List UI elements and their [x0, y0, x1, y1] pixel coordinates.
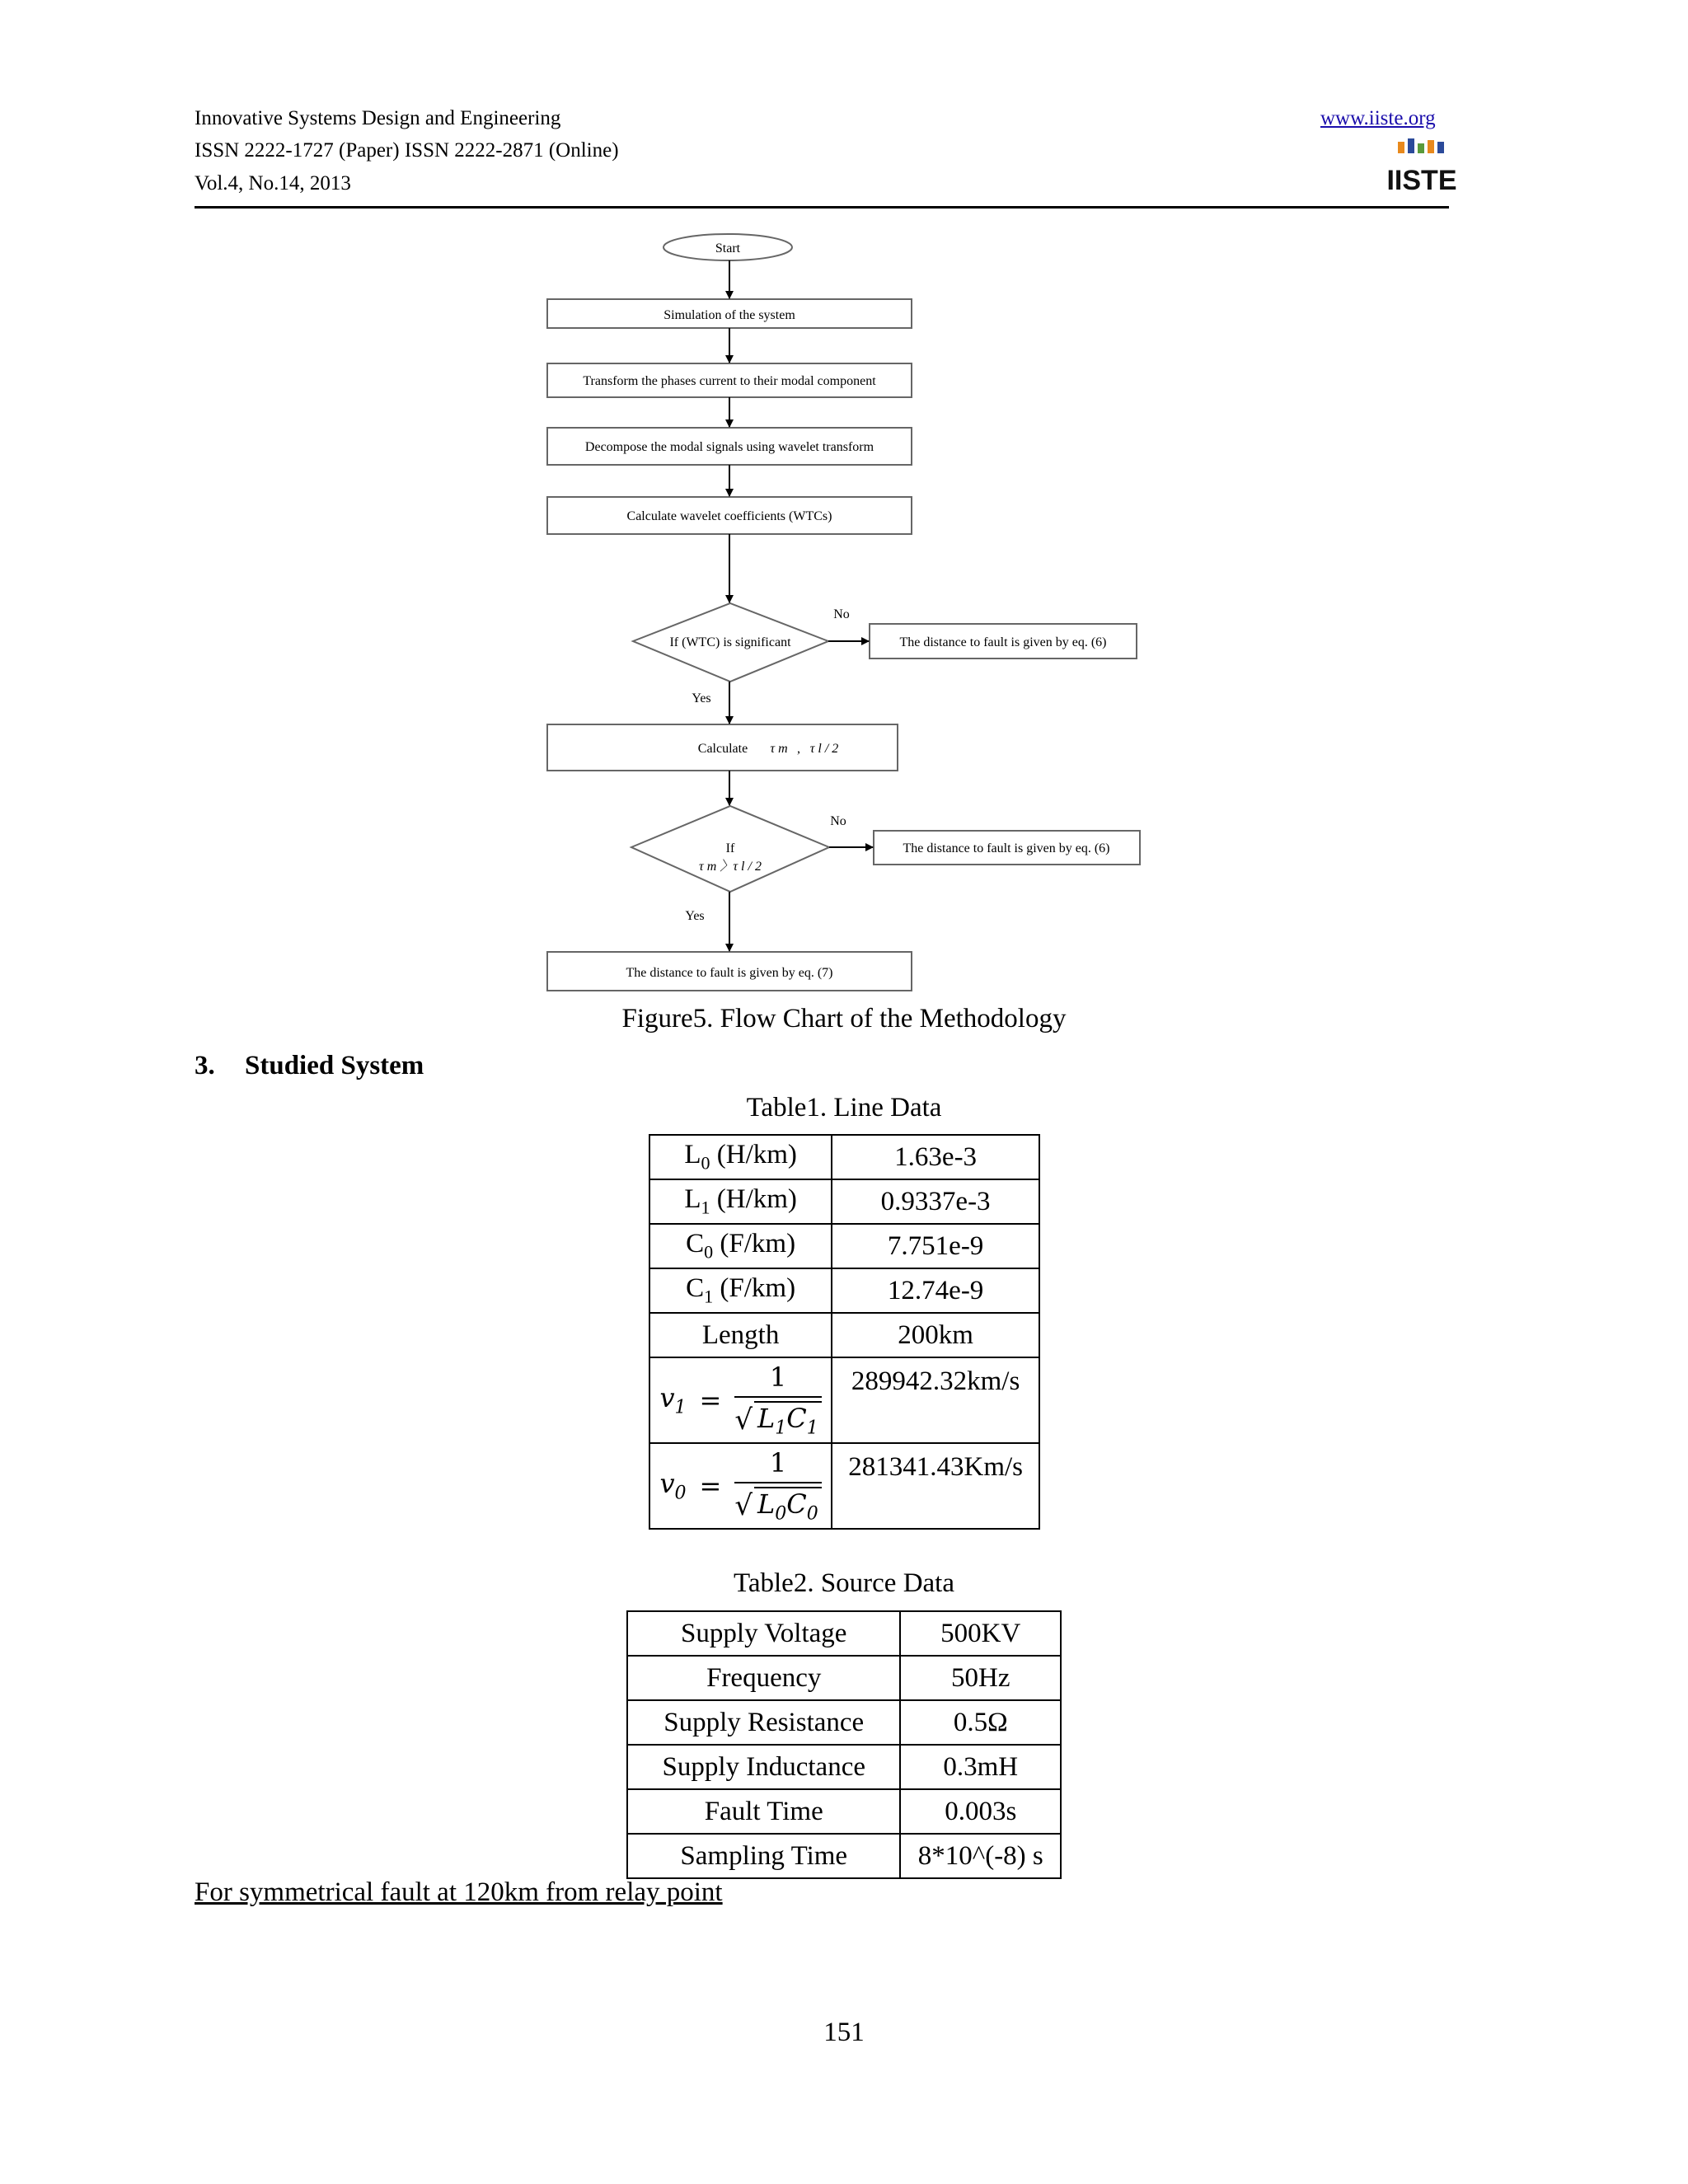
- line-data-table: [649, 1134, 1040, 1530]
- fault-case-heading: For symmetrical fault at 120km from relay point: [195, 1877, 723, 1907]
- table-row: [627, 1745, 1061, 1789]
- final-result-label: The distance to fault is given by eq. (7): [626, 966, 833, 980]
- table-cell-label: Supply Inductance: [627, 1745, 900, 1789]
- v1-formula: $v_1$ = 1 √ $L_1C_1$: [649, 1357, 832, 1443]
- volume-line: Vol.4, No.14, 2013: [195, 172, 351, 194]
- table-cell-label: Length: [649, 1313, 832, 1357]
- table-cell-value: 1.63e-3: [832, 1135, 1039, 1179]
- table-cell-value: 12.74e-9: [832, 1268, 1039, 1313]
- v0-formula: $v_0$ = 1 √ $L_0C_0$: [649, 1443, 832, 1529]
- tau-separator: ,: [797, 742, 800, 756]
- no2-result-label: The distance to fault is given by eq. (6): [903, 841, 1110, 855]
- table-row: [649, 1268, 1039, 1313]
- table1-caption: Table1. Line Data: [746, 1093, 942, 1122]
- table-cell-label: Sampling Time: [627, 1834, 900, 1878]
- table-row: [649, 1135, 1039, 1179]
- svg-text:IISTE: IISTE: [1386, 165, 1457, 196]
- table-row: [627, 1656, 1061, 1700]
- table-cell-label: Supply Voltage: [627, 1611, 900, 1656]
- table-cell-label: Frequency: [627, 1656, 900, 1700]
- table-row: [649, 1179, 1039, 1224]
- table-cell-value: 0.5Ω: [900, 1700, 1061, 1745]
- table-cell-value: 0.3mH: [900, 1745, 1061, 1789]
- source-data-table: [626, 1610, 1062, 1879]
- journal-title: Innovative Systems Design and Engineering: [195, 107, 561, 129]
- tau-m-symbol: τ m: [770, 742, 788, 756]
- simulation-label: Simulation of the system: [663, 308, 795, 322]
- page-number: 151: [823, 2018, 865, 2047]
- decision-tau-if-label: If: [725, 841, 735, 855]
- decompose-label: Decompose the modal signals using wavelet transform: [584, 440, 874, 454]
- v1-value: 289942.32km/s: [832, 1357, 1039, 1443]
- table-row: [627, 1789, 1061, 1834]
- calculate-tau-label: Calculate: [697, 742, 748, 756]
- table-row: [627, 1700, 1061, 1745]
- table-cell-label: $C_0$ (F/km): [649, 1224, 832, 1268]
- website-link[interactable]: www.iiste.org: [1320, 107, 1436, 129]
- table-cell-value: 7.751e-9: [832, 1224, 1039, 1268]
- section-title: Studied System: [245, 1051, 424, 1080]
- figure-caption: Figure5. Flow Chart of the Methodology: [621, 1004, 1067, 1033]
- transform-label: Transform the phases current to their modal component: [583, 374, 876, 388]
- decision-tau-condition: τ m 〉τ l / 2: [699, 860, 762, 874]
- table-row: [627, 1611, 1061, 1656]
- table-cell-label: $L_0$ (H/km): [649, 1135, 832, 1179]
- table-cell-label: Supply Resistance: [627, 1700, 900, 1745]
- no2-label: No: [830, 814, 846, 828]
- table-row: [649, 1313, 1039, 1357]
- no1-label: No: [833, 607, 850, 621]
- v0-value: 281341.43Km/s: [832, 1443, 1039, 1529]
- yes1-label: Yes: [692, 691, 711, 705]
- tau-half-symbol: τ l / 2: [809, 742, 839, 756]
- calculate-wtc-label: Calculate wavelet coefficients (WTCs): [626, 509, 832, 523]
- table-cell-value: 8*10^(-8) s: [900, 1834, 1061, 1878]
- table-row: [649, 1357, 1039, 1443]
- table-cell-value: 50Hz: [900, 1656, 1061, 1700]
- table-cell-value: 200km: [832, 1313, 1039, 1357]
- decision-wtc-label: If (WTC) is significant: [669, 635, 791, 649]
- methodology-flowchart: [0, 0, 1688, 1022]
- table-cell-value: 500KV: [900, 1611, 1061, 1656]
- yes2-label: Yes: [685, 909, 705, 923]
- table-row: [649, 1224, 1039, 1268]
- table-row: [649, 1443, 1039, 1529]
- table2-caption: Table2. Source Data: [734, 1568, 954, 1598]
- table-cell-value: 0.9337e-3: [832, 1179, 1039, 1224]
- table-cell-label: $L_1$ (H/km): [649, 1179, 832, 1224]
- table-row: [627, 1834, 1061, 1878]
- table-cell-label: Fault Time: [627, 1789, 900, 1834]
- table-cell-value: 0.003s: [900, 1789, 1061, 1834]
- issn-line: ISSN 2222-1727 (Paper) ISSN 2222-2871 (Online): [195, 139, 619, 162]
- no1-result-label: The distance to fault is given by eq. (6): [899, 635, 1107, 649]
- start-label: Start: [715, 241, 741, 255]
- section-number: 3.: [195, 1051, 215, 1080]
- table-cell-label: $C_1$ (F/km): [649, 1268, 832, 1313]
